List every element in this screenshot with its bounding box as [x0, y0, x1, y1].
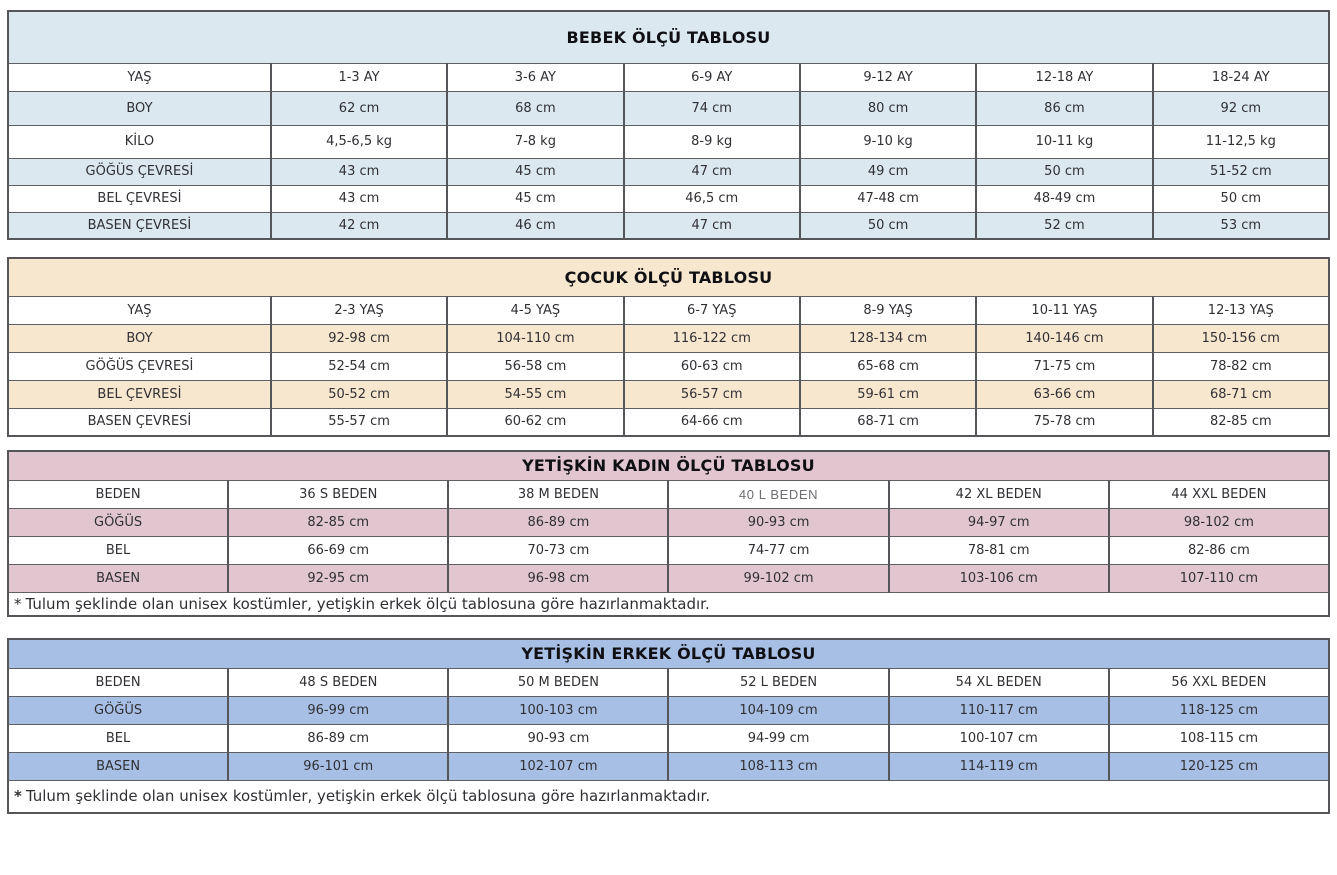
value-cell: 68-71 cm — [1153, 380, 1329, 408]
child-size-table — [7, 257, 1330, 437]
value-cell: 107-110 cm — [1109, 564, 1329, 592]
value-cell: 10-11 kg — [976, 125, 1152, 158]
value-cell: 59-61 cm — [800, 380, 976, 408]
value-cell: 1-3 AY — [271, 63, 447, 91]
value-cell: 8-9 kg — [624, 125, 800, 158]
table-row — [8, 63, 1329, 91]
value-cell: 92 cm — [1153, 91, 1329, 125]
value-cell: 86-89 cm — [228, 724, 448, 752]
row-label: BEDEN — [8, 480, 228, 508]
value-cell: 96-98 cm — [448, 564, 668, 592]
value-cell: 46,5 cm — [624, 185, 800, 212]
value-cell: 108-115 cm — [1109, 724, 1329, 752]
value-cell: 50 cm — [1153, 185, 1329, 212]
table-row — [8, 296, 1329, 324]
table-row — [8, 536, 1329, 564]
value-cell: 90-93 cm — [448, 724, 668, 752]
table-row — [8, 508, 1329, 536]
value-cell: 40 L BEDEN — [668, 480, 888, 508]
value-cell: 92-95 cm — [228, 564, 448, 592]
value-cell: 86-89 cm — [448, 508, 668, 536]
value-cell: 45 cm — [447, 158, 623, 185]
value-cell: 56-57 cm — [624, 380, 800, 408]
value-cell: 150-156 cm — [1153, 324, 1329, 352]
table-title: YETİŞKİN KADIN ÖLÇÜ TABLOSU — [8, 451, 1329, 480]
value-cell: 47 cm — [624, 158, 800, 185]
value-cell: 75-78 cm — [976, 408, 1152, 436]
value-cell: 96-101 cm — [228, 752, 448, 780]
value-cell: 50 cm — [800, 212, 976, 239]
value-cell: 50-52 cm — [271, 380, 447, 408]
table-title: BEBEK ÖLÇÜ TABLOSU — [8, 11, 1329, 63]
row-label: BEL — [8, 536, 228, 564]
value-cell: 102-107 cm — [448, 752, 668, 780]
value-cell: 10-11 YAŞ — [976, 296, 1152, 324]
footnote-asterisk: * — [14, 787, 22, 806]
table-row — [8, 212, 1329, 239]
table-row — [8, 158, 1329, 185]
table-title: ÇOCUK ÖLÇÜ TABLOSU — [8, 258, 1329, 296]
value-cell: 46 cm — [447, 212, 623, 239]
value-cell: 11-12,5 kg — [1153, 125, 1329, 158]
table-gap — [7, 437, 1330, 450]
value-cell: 82-86 cm — [1109, 536, 1329, 564]
value-cell: 65-68 cm — [800, 352, 976, 380]
row-label: BEL — [8, 724, 228, 752]
table-row — [8, 668, 1329, 696]
row-label: GÖĞÜS — [8, 508, 228, 536]
value-cell: 108-113 cm — [668, 752, 888, 780]
value-cell: 60-62 cm — [447, 408, 623, 436]
value-cell: 50 cm — [976, 158, 1152, 185]
value-cell: 100-107 cm — [889, 724, 1109, 752]
value-cell: 56 XXL BEDEN — [1109, 668, 1329, 696]
adult-men-size-table — [7, 638, 1330, 814]
value-cell: 12-13 YAŞ — [1153, 296, 1329, 324]
footnote — [8, 780, 1329, 813]
table-gap — [7, 240, 1330, 257]
value-cell: 44 XXL BEDEN — [1109, 480, 1329, 508]
value-cell: 140-146 cm — [976, 324, 1152, 352]
table-row — [8, 408, 1329, 436]
value-cell: 38 M BEDEN — [448, 480, 668, 508]
value-cell: 54 XL BEDEN — [889, 668, 1109, 696]
value-cell: 114-119 cm — [889, 752, 1109, 780]
value-cell: 2-3 YAŞ — [271, 296, 447, 324]
value-cell: 8-9 YAŞ — [800, 296, 976, 324]
value-cell: 47 cm — [624, 212, 800, 239]
footnote — [8, 592, 1329, 616]
row-label: GÖĞÜS ÇEVRESİ — [8, 352, 271, 380]
value-cell: 9-12 AY — [800, 63, 976, 91]
value-cell: 98-102 cm — [1109, 508, 1329, 536]
value-cell: 43 cm — [271, 185, 447, 212]
value-cell: 6-9 AY — [624, 63, 800, 91]
value-cell: 7-8 kg — [447, 125, 623, 158]
table-row — [8, 91, 1329, 125]
value-cell: 4,5-6,5 kg — [271, 125, 447, 158]
baby-size-table — [7, 10, 1330, 240]
value-cell: 82-85 cm — [228, 508, 448, 536]
value-cell: 62 cm — [271, 91, 447, 125]
value-cell: 4-5 YAŞ — [447, 296, 623, 324]
table-row — [8, 125, 1329, 158]
footnote-text: Tulum şeklinde olan unisex kostümler, yetişkin erkek ölçü tablosuna göre hazırlanmaktadır. — [25, 787, 711, 806]
adult-women-size-table — [7, 450, 1330, 617]
row-label: YAŞ — [8, 63, 271, 91]
value-cell: 66-69 cm — [228, 536, 448, 564]
value-cell: 96-99 cm — [228, 696, 448, 724]
table-row — [8, 185, 1329, 212]
value-cell: 6-7 YAŞ — [624, 296, 800, 324]
value-cell: 47-48 cm — [800, 185, 976, 212]
row-label: BASEN — [8, 752, 228, 780]
table-row — [8, 724, 1329, 752]
value-cell: 68 cm — [447, 91, 623, 125]
value-cell: 99-102 cm — [668, 564, 888, 592]
table-row — [8, 324, 1329, 352]
value-cell: 118-125 cm — [1109, 696, 1329, 724]
value-cell: 92-98 cm — [271, 324, 447, 352]
value-cell: 128-134 cm — [800, 324, 976, 352]
value-cell: 36 S BEDEN — [228, 480, 448, 508]
value-cell: 3-6 AY — [447, 63, 623, 91]
value-cell: 43 cm — [271, 158, 447, 185]
value-cell: 90-93 cm — [668, 508, 888, 536]
table-row — [8, 380, 1329, 408]
value-cell: 104-109 cm — [668, 696, 888, 724]
value-cell: 53 cm — [1153, 212, 1329, 239]
value-cell: 50 M BEDEN — [448, 668, 668, 696]
value-cell: 48-49 cm — [976, 185, 1152, 212]
row-label: GÖĞÜS — [8, 696, 228, 724]
table-row — [8, 352, 1329, 380]
table-title: YETİŞKİN ERKEK ÖLÇÜ TABLOSU — [8, 639, 1329, 668]
row-label: BEDEN — [8, 668, 228, 696]
value-cell: 78-82 cm — [1153, 352, 1329, 380]
value-cell: 9-10 kg — [800, 125, 976, 158]
value-cell: 56-58 cm — [447, 352, 623, 380]
value-cell: 110-117 cm — [889, 696, 1109, 724]
table-row — [8, 752, 1329, 780]
table-row — [8, 564, 1329, 592]
row-label: BASEN — [8, 564, 228, 592]
value-cell: 52 L BEDEN — [668, 668, 888, 696]
value-cell: 52-54 cm — [271, 352, 447, 380]
footnote-asterisk: * — [14, 594, 22, 613]
footnote-text: Tulum şeklinde olan unisex kostümler, yetişkin erkek ölçü tablosuna göre hazırlanmaktadır. — [25, 594, 710, 613]
row-label: GÖĞÜS ÇEVRESİ — [8, 158, 271, 185]
value-cell: 45 cm — [447, 185, 623, 212]
value-cell: 42 cm — [271, 212, 447, 239]
table-row — [8, 696, 1329, 724]
value-cell: 54-55 cm — [447, 380, 623, 408]
row-label: BEL ÇEVRESİ — [8, 380, 271, 408]
value-cell: 74-77 cm — [668, 536, 888, 564]
row-label: BOY — [8, 324, 271, 352]
value-cell: 103-106 cm — [889, 564, 1109, 592]
value-cell: 12-18 AY — [976, 63, 1152, 91]
row-label: YAŞ — [8, 296, 271, 324]
value-cell: 49 cm — [800, 158, 976, 185]
value-cell: 120-125 cm — [1109, 752, 1329, 780]
value-cell: 60-63 cm — [624, 352, 800, 380]
row-label: BEL ÇEVRESİ — [8, 185, 271, 212]
table-row — [8, 480, 1329, 508]
value-cell: 80 cm — [800, 91, 976, 125]
value-cell: 104-110 cm — [447, 324, 623, 352]
value-cell: 52 cm — [976, 212, 1152, 239]
value-cell: 78-81 cm — [889, 536, 1109, 564]
row-label: BASEN ÇEVRESİ — [8, 212, 271, 239]
value-cell: 64-66 cm — [624, 408, 800, 436]
value-cell: 68-71 cm — [800, 408, 976, 436]
table-gap — [7, 617, 1330, 638]
row-label: BASEN ÇEVRESİ — [8, 408, 271, 436]
value-cell: 70-73 cm — [448, 536, 668, 564]
value-cell: 71-75 cm — [976, 352, 1152, 380]
row-label: KİLO — [8, 125, 271, 158]
value-cell: 74 cm — [624, 91, 800, 125]
value-cell: 63-66 cm — [976, 380, 1152, 408]
value-cell: 55-57 cm — [271, 408, 447, 436]
value-cell: 48 S BEDEN — [228, 668, 448, 696]
value-cell: 86 cm — [976, 91, 1152, 125]
value-cell: 82-85 cm — [1153, 408, 1329, 436]
value-cell: 18-24 AY — [1153, 63, 1329, 91]
value-cell: 94-99 cm — [668, 724, 888, 752]
value-cell: 51-52 cm — [1153, 158, 1329, 185]
value-cell: 94-97 cm — [889, 508, 1109, 536]
value-cell: 42 XL BEDEN — [889, 480, 1109, 508]
row-label: BOY — [8, 91, 271, 125]
value-cell: 100-103 cm — [448, 696, 668, 724]
value-cell: 116-122 cm — [624, 324, 800, 352]
